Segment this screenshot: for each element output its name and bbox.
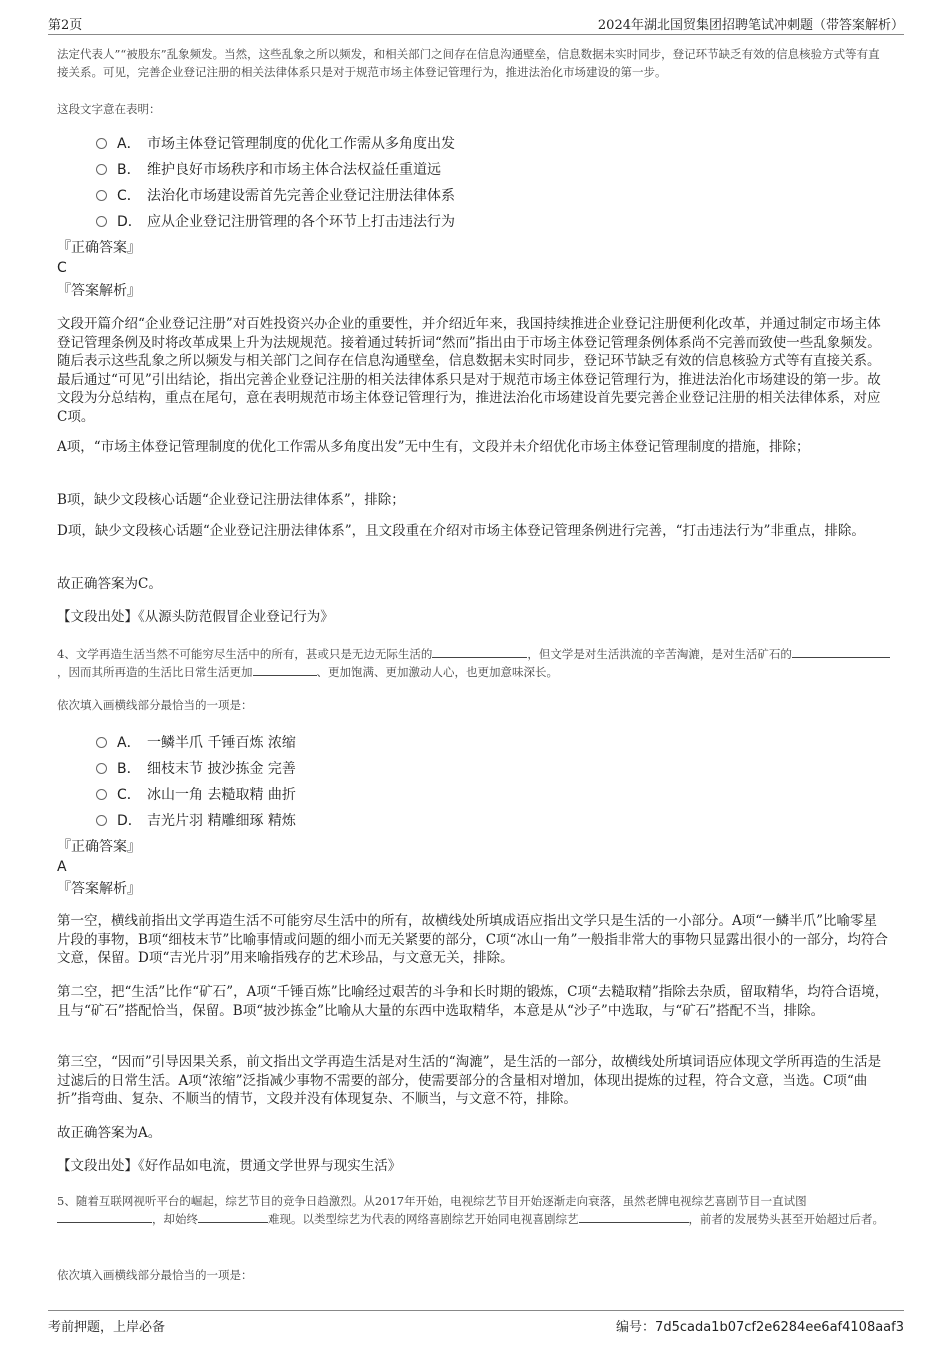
q3-option-a[interactable]: A． 市场主体登记管理制度的优化工作需从多角度出发 [96, 133, 455, 155]
q4-answer-label: 『正确答案』 [57, 839, 141, 855]
q3-prompt: 这段文字意在表明： [57, 102, 161, 116]
q3-passage: 法定代表人”“被股东”乱象频发。当然，这些乱象之所以频发，和相关部门之间存在信息沟通壁垒，信息数据未实时同步，登记环节缺乏有效的信息核验方式等有直接关系。可见，完善企业登记注册的相关法律体系只是对于规范市场主体登记管理行为，推进法治化市场建设的第一步。 [57, 47, 880, 79]
radio-icon[interactable] [96, 190, 107, 201]
document-code: 编号：7d5cada1b07cf2e6284ee6af4108aaf3 [616, 1320, 904, 1335]
blank-2 [792, 645, 890, 658]
q4-conclusion: 故正确答案为A。 [57, 1125, 162, 1141]
footer-slogan: 考前押题，上岸必备 [48, 1320, 166, 1335]
q3-analysis-label: 『答案解析』 [57, 283, 141, 299]
q4-answer: A [57, 859, 67, 875]
blank-3 [253, 663, 317, 676]
radio-icon[interactable] [96, 789, 107, 800]
q4-option-b[interactable]: B． 细枝末节 披沙拣金 完善 [96, 758, 296, 780]
q4-option-c[interactable]: C． 冰山一角 去糙取精 曲折 [96, 784, 296, 806]
q3-conclusion: 故正确答案为C。 [57, 576, 162, 592]
q3-answer: C [57, 260, 67, 276]
blank-1 [432, 645, 527, 658]
blank-1 [57, 1210, 152, 1223]
q3-answer-label: 『正确答案』 [57, 240, 141, 256]
radio-icon[interactable] [96, 138, 107, 149]
q3-analysis-a: A项，“市场主体登记管理制度的优化工作需从多角度出发”无中生有，文段并未介绍优化市场主体登记管理制度的措施，排除； [57, 439, 810, 455]
q3-source: 【文段出处】《从源头防范假冒企业登记行为》 [57, 609, 334, 625]
q4-option-d[interactable]: D． 吉光片羽 精雕细琢 精炼 [96, 810, 296, 832]
q3-option-b[interactable]: B． 维护良好市场秩序和市场主体合法权益任重道远 [96, 159, 441, 181]
q4-prompt: 依次填入画横线部分最恰当的一项是： [57, 698, 253, 712]
q4-analysis-blank1: 第一空，横线前指出文学再造生活不可能穷尽生活中的所有，故横线处所填成语应指出文学只是生活的一小部分。A项“一鳞半爪”比喻零星片段的事物，B项“细枝末节”比喻事情或问题的细小而无关紧要的部分，C项“冰山一角”一般指非常大的事物只显露出很小的一部分，均符合文意，保留。D项“吉光片羽”用来喻指残存的艺术珍品，与文意无关，排除。 [57, 913, 888, 966]
q4-stem: 4、文学再造生活当然不可能穷尽生活中的所有，甚或只是无边无际生活的 ，但文学是对生活洪流的辛苦淘漉，是对生活矿石的，因而其所再造的生活比日常生活更加 、更加饱满、更加激动人心，也更加意味深长。 [57, 645, 890, 681]
q3-option-c[interactable]: C． 法治化市场建设需首先完善企业登记注册法律体系 [96, 185, 455, 207]
radio-icon[interactable] [96, 164, 107, 175]
page-footer [48, 1310, 904, 1337]
q4-analysis-blank3: 第三空，“因而”引导因果关系，前文指出文学再造生活是对生活的“淘漉”，是生活的一部分，故横线处所填词语应体现文学所再造的生活是过滤后的日常生活。A项“浓缩”泛指减少事物不需要的部分，使需要部分的含量相对增加，体现出提炼的过程，符合文意，当选。C项“曲折”指弯曲、复杂、不顺当的情节，文段并没有体现复杂、不顺当，与文意不符，排除。 [57, 1054, 882, 1107]
q3-analysis-main: 文段开篇介绍“企业登记注册”对百姓投资兴办企业的重要性，并介绍近年来，我国持续推进企业登记注册便利化改革，并通过制定市场主体登记管理条例及时将改革成果上升为法规规范。接着通过转折词“然而”指出由于市场主体登记管理条例体系尚不完善而致使一些乱象频发。随后表示这些乱象之所以频发与相关部门之间存在信息沟通壁垒，信息数据未实时同步，登记环节缺乏有效的信息核验方式等有直接关系。最后通过“可见”引出结论，指出完善企业登记注册的相关法律体系只是对于规范市场主体登记管理行为，推进法治化市场建设的第一步。故文段为分总结构，重点在尾句，意在表明规范市场主体登记管理行为，推进法治化市场建设首先要完善企业登记注册的相关法律体系，对应C项。 [57, 316, 881, 425]
q4-option-a[interactable]: A． 一鳞半爪 千锤百炼 浓缩 [96, 732, 296, 754]
q3-option-d[interactable]: D． 应从企业登记注册管理的各个环节上打击违法行为 [96, 211, 455, 233]
radio-icon[interactable] [96, 763, 107, 774]
radio-icon[interactable] [96, 216, 107, 227]
q3-analysis-d: D项，缺少文段核心话题“企业登记注册法律体系”，且文段重在介绍对市场主体登记管理条例进行完善，“打击违法行为”非重点，排除。 [57, 523, 865, 539]
radio-icon[interactable] [96, 815, 107, 826]
q4-analysis-label: 『答案解析』 [57, 881, 141, 897]
radio-icon[interactable] [96, 737, 107, 748]
q4-analysis-blank2: 第二空，把“生活”比作“矿石”，A项“千锤百炼”比喻经过艰苦的斗争和长时期的锻炼，C项“去糙取精”指除去杂质，留取精华，均符合语境，且与“矿石”搭配恰当，保留。B项“披沙拣金”比喻从大量的东西中选取精华，本意是从“沙子”中选取，与“矿石”搭配不当，排除。 [57, 984, 889, 1019]
document-title: 2024年湖北国贸集团招聘笔试冲刺题（带答案解析） [597, 18, 904, 33]
q5-prompt: 依次填入画横线部分最恰当的一项是： [57, 1268, 253, 1282]
blank-3 [579, 1210, 689, 1223]
q5-stem: 5、随着互联网视听平台的崛起，综艺节目的竞争日趋激烈。从2017年开始，电视综艺节目开始逐渐走向衰落，虽然老牌电视综艺喜剧节目一直试图，却始终 难现。以类型综艺为代表的网络喜剧综艺开始同电视喜剧综艺 ，前者的发展势头甚至开始超过后者。 [57, 1194, 884, 1226]
q3-analysis-b: B项，缺少文段核心话题“企业登记注册法律体系”，排除； [57, 492, 405, 508]
page-header [48, 12, 904, 35]
q4-source: 【文段出处】《好作品如电流，贯通文学世界与现实生活》 [57, 1158, 402, 1174]
page-number: 第2页 [48, 18, 83, 33]
blank-2 [198, 1210, 268, 1223]
